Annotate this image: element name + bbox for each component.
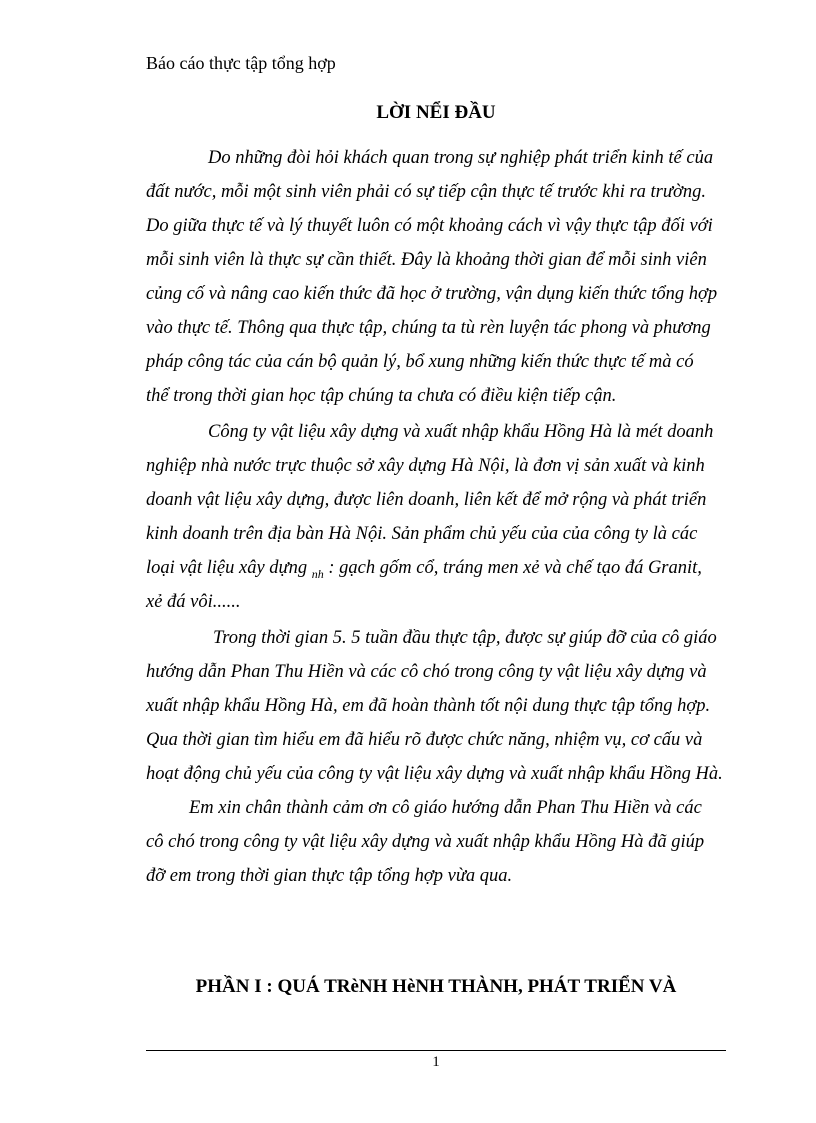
paragraph-line: pháp công tác của cán bộ quản lý, bổ xung những kiến thức thực tế mà có <box>146 352 694 372</box>
paragraph-line: hoạt động chủ yếu của công ty vật liệu xây dựng và xuất nhập khẩu Hồng Hà. <box>146 764 723 784</box>
page-header: Báo cáo thực tập tổng hợp <box>146 53 336 73</box>
paragraph-line: củng cố và nâng cao kiến thức đã học ở trường, vận dụng kiến thức tổng hợp <box>146 284 718 304</box>
page-title: LỜI NỂI ĐẦU <box>376 102 496 123</box>
paragraph-line: đỡ em trong thời gian thực tập tổng hợp vừa qua. <box>146 866 513 886</box>
paragraph-line: xẻ đá vôi...... <box>146 592 241 612</box>
paragraph-line: hướng dẫn Phan Thu Hiền và các cô chó trong công ty vật liệu xây dựng và <box>146 662 707 682</box>
subscript-text: nh <box>311 567 324 581</box>
paragraph-line: Do những đòi hỏi khách quan trong sự nghiệp phát triển kinh tế của <box>208 148 714 168</box>
paragraph-line: Trong thời gian 5. 5 tuần đầu thực tập, được sự giúp đỡ của cô giáo <box>213 628 717 648</box>
paragraph-line: cô chó trong công ty vật liệu xây dựng và xuất nhập khẩu Hồng Hà đã giúp <box>146 832 705 852</box>
paragraph-line: mỗi sinh viên là thực sự cần thiết. Đây là khoảng thời gian để mỗi sinh viên <box>146 250 707 270</box>
paragraph-line: doanh vật liệu xây dựng, được liên doanh, liên kết để mở rộng và phát triển <box>146 490 707 510</box>
paragraph-line: Qua thời gian tìm hiểu em đã hiểu rõ được chức năng, nhiệm vụ, cơ cấu và <box>146 730 703 750</box>
paragraph-line-with-subscript <box>146 557 702 580</box>
paragraph-line: xuất nhập khẩu Hồng Hà, em đã hoàn thành tốt nội dung thực tập tổng hợp. <box>146 696 711 716</box>
paragraph-line: Công ty vật liệu xây dựng và xuất nhập khẩu Hồng Hà là mét doanh <box>208 422 714 442</box>
section-heading: PHẦN I : QUÁ TRèNH HèNH THÀNH, PHÁT TRIỂN VÀ <box>195 976 677 997</box>
page-number: 1 <box>432 1054 440 1070</box>
paragraph-line: thể trong thời gian học tập chúng ta chưa có điều kiện tiếp cận. <box>146 386 617 406</box>
paragraph-line: đất nước, mỗi một sinh viên phải có sự tiếp cận thực tế trước khi ra trường. <box>146 182 706 202</box>
footer-divider <box>146 1050 726 1051</box>
paragraph-line: Do giữa thực tế và lý thuyết luôn có một khoảng cách vì vậy thực tập đối với <box>146 216 713 236</box>
line-text-after: : gạch gốm cổ, tráng men xẻ và chế tạo đá Granit, <box>328 558 702 578</box>
line-text-before: loại vật liệu xây dựng <box>146 558 308 578</box>
paragraph-line: nghiệp nhà nước trực thuộc sở xây dựng Hà Nội, là đơn vị sản xuất và kinh <box>146 456 705 476</box>
paragraph-line: kinh doanh trên địa bàn Hà Nội. Sản phẩm chủ yếu của của công ty là các <box>146 524 698 544</box>
paragraph-line: vào thực tế. Thông qua thực tập, chúng ta tù rèn luyện tác phong và phương <box>146 318 711 338</box>
paragraph-line: Em xin chân thành cảm ơn cô giáo hướng dẫn Phan Thu Hiền và các <box>189 798 702 818</box>
